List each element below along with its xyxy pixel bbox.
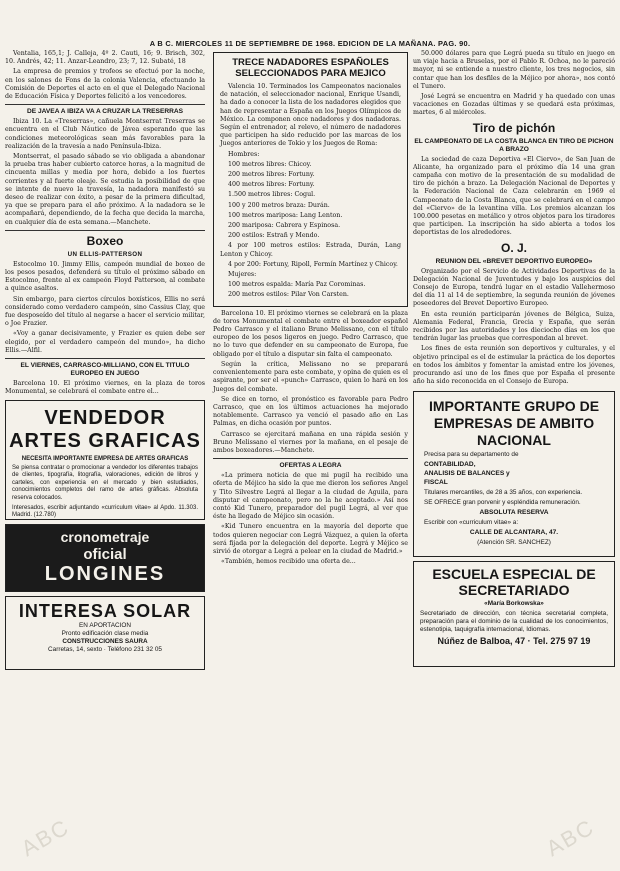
headline-brevet: REUNION DEL «BREVET DEPORTIVO EUROPEO» xyxy=(435,257,593,265)
list-item: 200 estilos: Estrañ y Mendo. xyxy=(228,232,320,240)
article-paragraph: Organizado por el Servicio de Actividades Deportivas de la Delegación Nacional de Juventudes y bajo los auspicios del Consejo de Europa, tendrá lugar en el estadio Vallehermoso del día 11 al 14 de septiembre, la segunda reunión de jóvenes poseedores del Brevet Deportivo Europeo. xyxy=(413,267,615,308)
article-paragraph: Según la crítica, Melissano no se preparará convenientemente para este combate, y opina de quien es el aspirante, por ser el «punch» Carrasco, quien lo hará en los Juegos del combate. xyxy=(213,360,408,393)
divider xyxy=(213,458,408,459)
ad-line: cronometraje xyxy=(60,528,150,545)
ad-title: ESCUELA ESPECIAL DE SECRETARIADO xyxy=(432,565,596,598)
headline-trece-nadadores: TRECE NADADORES ESPAÑOLES SELECCIONADOS PARA MEJICO xyxy=(232,57,389,79)
article-paragraph: Barcelona 10. El próximo viernes, en la plaza de toros Monumental, se celebrará el combate entre el... xyxy=(5,380,205,396)
list-item: 4 por 100 metros estilos: Estrada, Durán, Lang Lenton y Chicoy. xyxy=(220,242,401,258)
divider xyxy=(5,104,205,105)
swimmers-box xyxy=(213,52,408,307)
longines-logo: LONGINES xyxy=(44,562,166,585)
headline-costa-blanca: EL CAMPEONATO DE LA COSTA BLANCA EN TIRO DE PICHON A BRAZO xyxy=(414,137,614,153)
article-paragraph: Estocolmo 10. Jimmy Ellis, campeón mundial de boxeo de los pesos pesados, defenderá su título el próximo sábado en Estocolmo, frente al ex campeón Floyd Patterson, al combate a quince asaltos. xyxy=(5,260,205,293)
article-paragraph: Se dice en torno, el pronóstico es favorable para Pedro Carrasco, que en los últimos actuaciones ha mejorado notablemente. Carrasco ya venció el pasado año en Las Palmas, en dicha ocasión por puntos. xyxy=(213,395,408,428)
list-item: 200 metros estilos: Pilar Von Carsten. xyxy=(228,291,349,299)
ad-title: VENDEDOR ARTES GRAFICAS xyxy=(9,406,201,452)
ad-address: Núñez de Balboa, 47 · Tel. 275 97 19 xyxy=(437,635,591,646)
ad-address: CALLE DE ALCANTARA, 47. xyxy=(469,528,559,536)
list-item: 1.500 metros libres: Cogul. xyxy=(228,191,316,199)
ad-footer: Interesados, escribir adjuntando «curriculum vitae» al Apdo. 11.303. Madrid. (12.780) xyxy=(12,504,198,519)
ad-line: Titulares mercantiles, de 28 a 35 años, con experiencia. xyxy=(424,488,583,496)
page-header: A B C. MIERCOLES 11 DE SEPTIEMBRE DE 1968. EDICION DE LA MAÑANA. PAG. 90. xyxy=(149,39,471,48)
ad-line: (Atención SR. SANCHEZ) xyxy=(477,538,551,546)
ad-body: Se piensa contratar o promocionar a vendedor los diferentes trabajos de clientes, tipografía, litografía, valoraciones, edición de libros y carteles, con experiencia en el mercado y bien estudiados, conocimientos completos del ramo de artes gráficas. Absoluta reserva colocados. xyxy=(12,464,198,502)
article-paragraph: Montserrat, el pasado sábado se vio obligada a abandonar la prueba tras haber cubierto catorce horas, a la magnitud de cincuenta millas y media por hora, debido a los fuertes corrientes y al fuerte oleaje. Se estudia la posibilidad de que se intente de nuevo la travesía, la nadadora manifestó su deseo de realizar con éxito, a pesar de la primera dificultad, ya que se prepara para el año próximo. A la nadadora se le acompañará, dependiendo, de la fecha que decida la marcha, en cualquier día de esta semana.—Manchete. xyxy=(5,153,205,226)
ad-importante-grupo xyxy=(413,391,615,557)
article-paragraph: Sin embargo, para ciertos círculos boxísticos, Ellis no será considerado como verdadero campeón, sino Cassius Clay, que fue desposeído del título al negarse a hacer el servicio militar, o Joe Frazier. xyxy=(5,295,205,328)
ad-title: INTERESA SOLAR xyxy=(18,600,192,621)
article-paragraph: «Kid Tunero encuentra en la mayoría del deporte que todos quieren negociar con Legrá Vázquez, a quien la oferta será fijada por la delegación del deporte. Legrá y Méjico se sirvió de otorgar a Legrá a pelear en la ciudad de Madrid.» xyxy=(213,523,408,555)
ad-escuela-secretariado xyxy=(413,561,615,667)
list-item: Hombres: xyxy=(228,150,260,158)
ad-reserva: ABSOLUTA RESERVA xyxy=(479,508,549,516)
results-text: Ventalia, 165,1; J. Calleja, 4º 2. Cauti, 16; 9. Brisch, 302, 10. Andrés, 42; 11. Anzar-Leandro, 23; 7, 12. Subaté, 18 xyxy=(5,50,205,66)
ad-longines xyxy=(5,524,205,592)
headline-javea-ibiza: DE JAVEA A IBIZA VA A CRUZAR LA TRESERRAS xyxy=(26,108,184,116)
divider xyxy=(5,358,205,359)
ad-position: CONTABILIDAD, xyxy=(424,460,476,468)
list-item: 100 metros libres: Chicoy. xyxy=(228,160,312,168)
article-paragraph: Barcelona 10. El próximo viernes se celebrará en la plaza de toros Monumental el combate entre el boxeador español Pedro Carrasco y el italiano Bruno Melissano, con el título europeo de los pesos ligeros en juego. Pedro Carrasco, que no lo tuvo que defender en su campeonato de Europa, fue obligado por el título a disputar sin falta el campeonato. xyxy=(213,309,408,358)
ad-line: SE OFRECE gran porvenir y espléndida remuneración. xyxy=(424,498,581,506)
ad-company: CONSTRUCCIONES SAURA xyxy=(62,637,148,645)
column-3 xyxy=(413,50,615,667)
article-paragraph: La sociedad de caza Deportiva «El Ciervo», de San Juan de Alicante, ha organizado para el próximo día 14 una gran campaña con motivo de la presentación de su modalidad de tiro de pichón a brazo. La Delegación Nacional de Deportes y la Federación Nacional de Caza celebrarán en 1969 el Campeonato de la Costa Blanca, que se celebrará en el campo del «Ciervo» de la levantina villa. Los premios alcanzan los 100.000 pesetas en metálico y otros objetos para los tiradores que participen. La inscripción ha sido abierta a todos los deportistas de los alrededores. xyxy=(413,155,615,237)
list-item: 100 metros mariposa: Lang Lenton. xyxy=(228,211,343,219)
article-paragraph: 50.000 dólares para que Legrá pueda su título en juego en un viaje hacia a Bruselas, por el Pablo R. Ochoa, no le pareció mayor, ni se entiende a nuestro cliente, los tres negocios, sin contar que han los desfiles de la Méjico por ahora», nos contó el Tunero. xyxy=(413,50,615,90)
watermark-right: ABC xyxy=(541,813,599,862)
article-paragraph: José Legrá se encuentra en Madrid y ha quedado con unas vacaciones en Gozadas últimas y se quedará esta próximas, martes, 6 al miércoles. xyxy=(413,93,615,117)
section-title-tiro-pichon: Tiro de pichón xyxy=(472,120,556,135)
section-title-boxeo: Boxeo xyxy=(86,233,124,248)
list-item: 4 por 200: Fortuny, Ripoll, Fermín Martínez y Chicoy. xyxy=(228,260,398,268)
ad-position: ANALISIS DE BALANCES y xyxy=(424,469,510,477)
ad-position: FISCAL xyxy=(424,478,448,486)
divider xyxy=(5,230,205,231)
ad-line: EN APORTACION xyxy=(79,621,131,629)
column-2 xyxy=(213,50,408,568)
article-paragraph: «La primera noticia de que mi pugil ha recibido una oferta de Méjico ha sido la que me dieron los señores Angel y Tito Silvestre Legrá al llegar a la ciudad de Aguila, para disputar el campeonato, pero no la he aceptado.» Así nos contó Kid Tunero, preparador del pugil Legrá, al ver que éste ha llegado de Méjico sin ocasión. xyxy=(213,472,408,521)
ad-interesa-solar xyxy=(5,596,205,670)
section-title-oj: O. J. xyxy=(500,240,527,255)
article-paragraph: Carrasco se ejercitará mañana en una rápida sesión y Bruno Melissano el viernes por la mañana, en el pesaje de ambos boxeadores.—Manchete. xyxy=(213,430,408,454)
ad-vendedor-artes-graficas xyxy=(5,400,205,520)
ad-title: IMPORTANTE GRUPO DE EMPRESAS DE AMBITO NACIONAL xyxy=(428,397,600,448)
ad-school-name: «María Borkowska» xyxy=(484,599,544,607)
results-text-2: La empresa de premios y trofeos se efectuó por la noche, en los salones de Fons de la colonia Valencia, efectuando la Comisión de Deportes el acto en el que el Delegado Nacional de Educación Física y Deportes felicitó a los vencedores. xyxy=(5,68,205,101)
ad-line: Precisa para su departamento de xyxy=(424,450,519,458)
article-paragraph: «Voy a ganar decisivamente, y Frazier es quien debe ser elegido, por el verdadero campeón del mundo», ha dicho Ellis.—Alfil. xyxy=(5,330,205,354)
article-paragraph: Valencia 10. Terminados los Campeonatos nacionales de natación, el seleccionador nacional, Enrique Usandi, ha dado a conocer la lista de los nadadores elegidos que han de representar a España en los Juegos Olímpicos de México. La componen once nadadores y dos nadadoras. Según el entrenador, al relevo, el número de nadadores que participen ha sido reducido por las marcas de los Juegos anteriores de Tokio y los Juegos de Roma: xyxy=(220,83,401,148)
headline-ofertas-legra: OFERTAS A LEGRA xyxy=(279,462,342,470)
headline-ellis-patterson: UN ELLIS-PATTERSON xyxy=(67,250,143,258)
ad-line: Escribir con «curriculum vitae» a: xyxy=(424,518,519,526)
watermark-left: ABC xyxy=(16,813,74,862)
ad-line: Pronto edificación clase media xyxy=(61,629,149,637)
column-1 xyxy=(5,50,205,670)
list-item: 200 mariposa: Cabrera y Espinosa. xyxy=(228,222,341,230)
article-paragraph: En esta reunión participarán jóvenes de Bélgica, Suiza, Alemania Federal, Francia, Grecia y España, que serán recibidos por las autoridades y los dieciocho días en los que tendrán lugar las pruebas que correspondan al brevet. xyxy=(413,310,615,343)
article-paragraph: «También, hemos recibido una oferta de... xyxy=(221,558,356,566)
swimmers-list xyxy=(220,151,401,300)
ad-line: oficial xyxy=(83,545,127,563)
article-paragraph: Ibiza 10. La «Treserras», cañuela Montserrat Treserras se encuentra en el Club Náutico de Jávea esperando que las condiciones meteorológicas sean más favorables para la realización de la travesía a nado Península-Ibiza. xyxy=(5,118,205,150)
list-item: 400 metros libres: Fortuny. xyxy=(228,181,315,189)
ad-body: Secretariado de dirección, con técnica secretarial completa, preparación para el dominio de la cualidad de los conocimientos, estenotipia, taquigrafía internacional, Idiomas. xyxy=(420,609,608,633)
ad-address: Carretas, 14, sexto · Teléfono 231 32 05 xyxy=(48,645,162,653)
headline-carrasco-milliano: EL VIERNES, CARRASCO-MILLIANO, CON EL TITULO EUROPEO EN JUEGO xyxy=(20,362,190,378)
list-item: 100 metros espalda: María Paz Corominas. xyxy=(228,281,366,289)
ad-subtitle: NECESITA IMPORTANTE EMPRESA DE ARTES GRAFICAS xyxy=(21,455,189,462)
article-paragraph: Los fines de esta reunión son deportivos y culturales, y el objetivo principal es el de estimular la práctica de los deportes en todos los ámbitos y fomentar la amistad entre los jóvenes, procurando así uno de los fines que por España el presente año ha sido reconocida en el Consejo de Europa. xyxy=(413,345,615,386)
list-item: Mujeres: xyxy=(228,271,257,279)
list-item: 100 y 200 metros braza: Durán. xyxy=(228,201,330,209)
list-item: 200 metros libres: Fortuny. xyxy=(228,171,315,179)
